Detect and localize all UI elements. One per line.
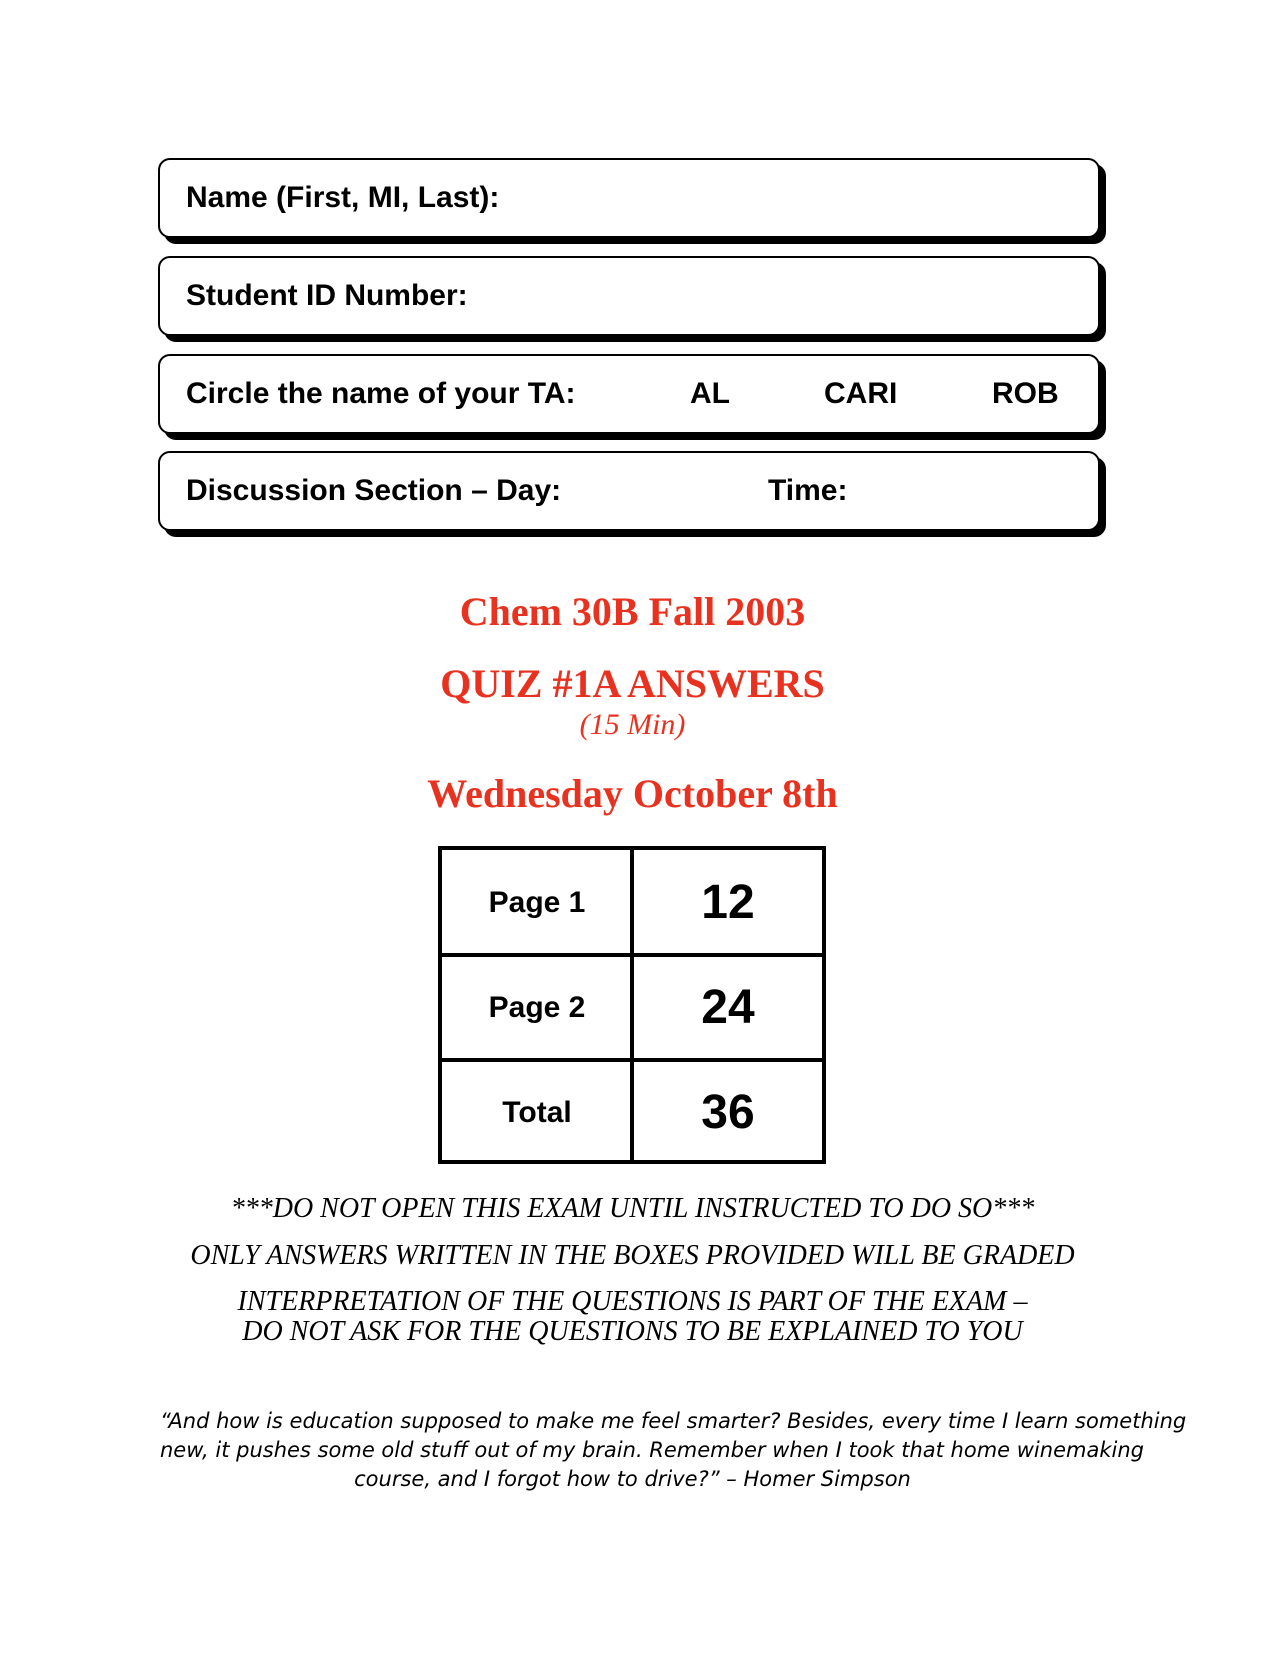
student-id-field-box[interactable] xyxy=(158,256,1100,336)
ta-option-al[interactable]: AL xyxy=(690,377,730,410)
ta-option-rob[interactable]: ROB xyxy=(992,377,1059,410)
quiz-duration: (15 Min) xyxy=(579,708,686,741)
score-value: 36 xyxy=(701,1086,755,1139)
homer-simpson-quote xyxy=(160,1407,1187,1494)
quote-line: “And how is education supposed to make me feel smarter? Besides, every time I learn something xyxy=(160,1409,1187,1433)
score-value: 12 xyxy=(701,876,755,929)
quote-line: new, it pushes some old stuff out of my brain. Remember when I took that home winemaking xyxy=(160,1438,1144,1462)
score-table xyxy=(438,846,826,1164)
instruction-interpretation: INTERPRETATION OF THE QUESTIONS IS PART OF THE EXAM – xyxy=(237,1286,1028,1317)
score-value: 24 xyxy=(701,981,755,1034)
instruction-answers-in-boxes: ONLY ANSWERS WRITTEN IN THE BOXES PROVIDED WILL BE GRADED xyxy=(190,1240,1075,1271)
student-id-field-label: Student ID Number: xyxy=(186,279,468,312)
name-field-box[interactable] xyxy=(158,158,1100,238)
ta-selection-label: Circle the name of your TA: xyxy=(186,377,576,410)
discussion-day-label: Discussion Section – Day: xyxy=(186,474,562,507)
score-label: Total xyxy=(502,1096,572,1129)
quiz-date: Wednesday October 8th xyxy=(427,771,838,816)
score-label: Page 1 xyxy=(488,886,586,919)
course-title: Chem 30B Fall 2003 xyxy=(459,589,806,634)
quote-line: course, and I forgot how to drive?” – Homer Simpson xyxy=(354,1467,911,1491)
score-label: Page 2 xyxy=(488,991,586,1024)
discussion-section-box[interactable] xyxy=(158,451,1100,531)
ta-option-cari[interactable]: CARI xyxy=(824,377,898,410)
instruction-do-not-open: ***DO NOT OPEN THIS EXAM UNTIL INSTRUCTED TO DO SO*** xyxy=(230,1193,1035,1224)
instruction-do-not-ask: DO NOT ASK FOR THE QUESTIONS TO BE EXPLAINED TO YOU xyxy=(242,1316,1023,1347)
discussion-time-label: Time: xyxy=(768,474,848,507)
table-column-divider xyxy=(630,850,634,1160)
quiz-title: QUIZ #1A ANSWERS xyxy=(440,661,825,706)
ta-selection-box xyxy=(158,354,1100,434)
name-field-label: Name (First, MI, Last): xyxy=(186,181,500,214)
